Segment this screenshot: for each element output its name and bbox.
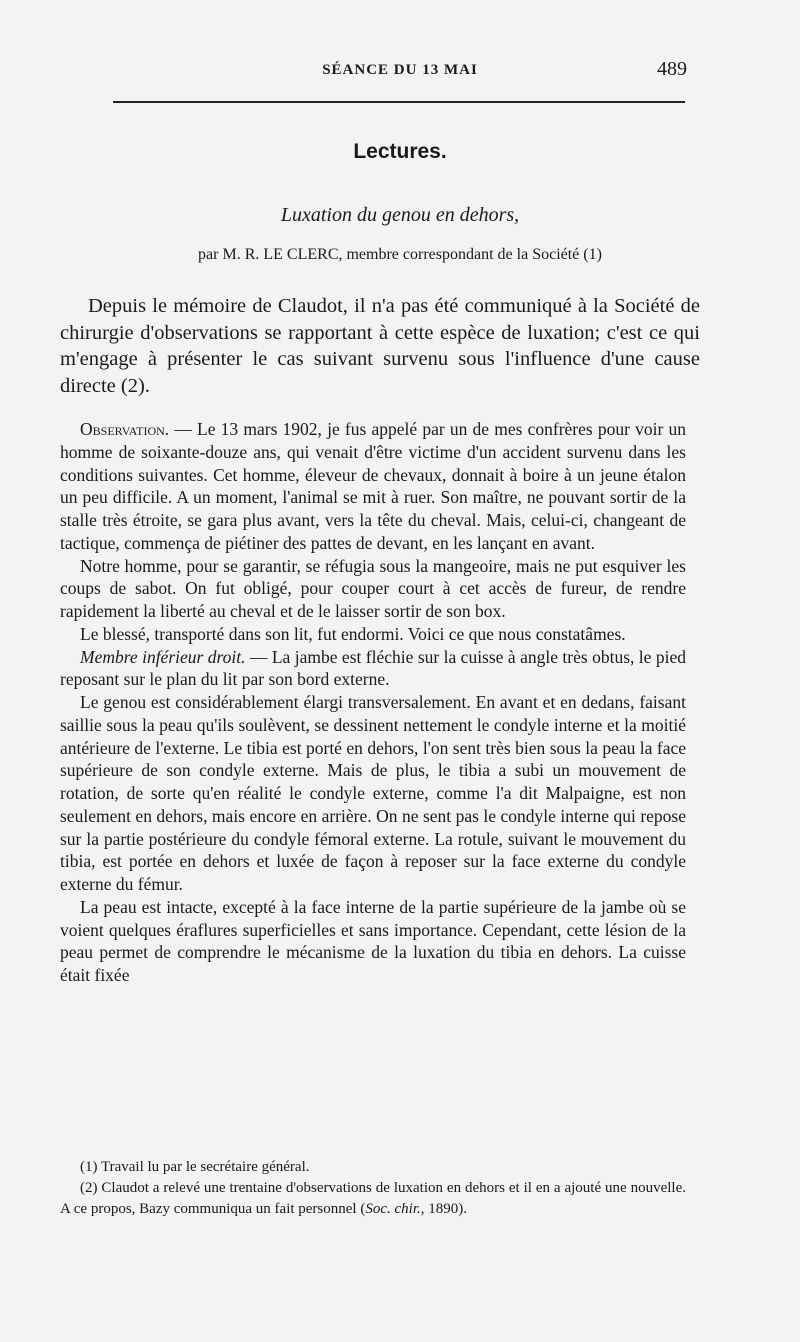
membre-paragraph bbox=[60, 646, 686, 692]
running-title: SÉANCE DU 13 MAI bbox=[322, 62, 478, 78]
membre-text: — La jambe est fléchie sur la cuisse à angle très obtus, le pied reposant sur le plan du lit par son bord externe. bbox=[60, 646, 686, 690]
footnote-2-text: (2) Claudot a relevé une trentaine d'observations de luxation en dehors et il en a ajouté une nouvelle. A ce propos, Bazy communiqua un fait personnel ( bbox=[60, 1180, 686, 1217]
article-title: Luxation du genou en dehors, bbox=[280, 204, 520, 226]
footnote-1: (1) Travail lu par le secrétaire général. bbox=[80, 1159, 310, 1175]
page-number: 489 bbox=[657, 58, 687, 80]
footnotes bbox=[60, 1157, 686, 1220]
observation-text: — Le 13 mars 1902, je fus appelé par un de mes confrères pour voir un homme de soixante-douze ans, qui venait d'être victime d'un accident survenu dans les conditions suivantes. Cet homme, éleveur de chevaux, donnait à boire à un jeune étalon un peu difficile. A un moment, l'animal se mit à ruer. Son maître, ne pouvant sortir de la stalle très étroite, se gara plus avant, vers la tête du cheval. Mais, celui-ci, changeant de tactique, commença de piétiner des pattes de devant, en les lançant en avant. bbox=[60, 419, 686, 553]
observation-paragraph bbox=[60, 418, 686, 555]
article-byline: par M. R. LE CLERC, membre correspondant de la Société (1) bbox=[198, 246, 602, 263]
body-paragraph-4: La peau est intacte, excepté à la face interne de la partie supérieure de la jambe où se voient quelques éraflures superficielles et sans importance. Cependant, cette lésion de la peau permet de comprendre le mécanisme de la luxation du tibia en dehors. La cuisse était fixée bbox=[60, 896, 686, 985]
running-head bbox=[0, 58, 800, 88]
observation-label: Observation. bbox=[80, 419, 170, 439]
membre-label: Membre inférieur droit. bbox=[80, 646, 246, 667]
body-text bbox=[60, 418, 686, 987]
body-paragraph-3: Le genou est considérablement élargi transversalement. En avant et en dedans, faisant saillie sous la peau qu'ils soulèvent, se dessinent nettement le condyle interne et la moitié antérieure de l'externe. Le tibia est porté en dehors, l'on sent très bien sous la peau la face supérieure de son condyle externe. Mais de plus, le tibia a subi un mouvement de rotation, de sorte qu'en réalité le condyle externe, comme l'a dit Malpaigne, est non seulement en dehors, mais encore en arrière. On ne sent pas le condyle interne qui repose sur la partie postérieure du condyle fémoral externe. La rotule, suivant le mouvement du tibia, est portée en dehors et luxée de façon à reposer sur la face externe du condyle externe du fémur. bbox=[60, 692, 686, 894]
intro-block bbox=[60, 293, 700, 399]
footnote-2-reference: Soc. chir. bbox=[365, 1201, 421, 1217]
header-rule bbox=[113, 101, 685, 103]
intro-paragraph: Depuis le mémoire de Claudot, il n'a pas été communiqué à la Société de chirurgie d'observations se rapportant à cette espèce de luxation; c'est ce qui m'engage à présenter le cas suivant survenu sous l'influence d'une cause directe (2). bbox=[60, 295, 700, 397]
footnote-2 bbox=[60, 1178, 686, 1220]
body-paragraph-2: Le blessé, transporté dans son lit, fut endormi. Voici ce que nous constatâmes. bbox=[80, 623, 626, 644]
body-paragraph-1: Notre homme, pour se garantir, se réfugia sous la mangeoire, mais ne put esquiver les coups de sabot. On fut obligé, pour couper court à cet accès de fureur, de rendre rapidement la liberté au cheval et de le laisser sortir de son box. bbox=[60, 555, 686, 621]
footnote-2-end: , 1890). bbox=[420, 1201, 468, 1217]
section-heading: Lectures. bbox=[353, 140, 447, 163]
